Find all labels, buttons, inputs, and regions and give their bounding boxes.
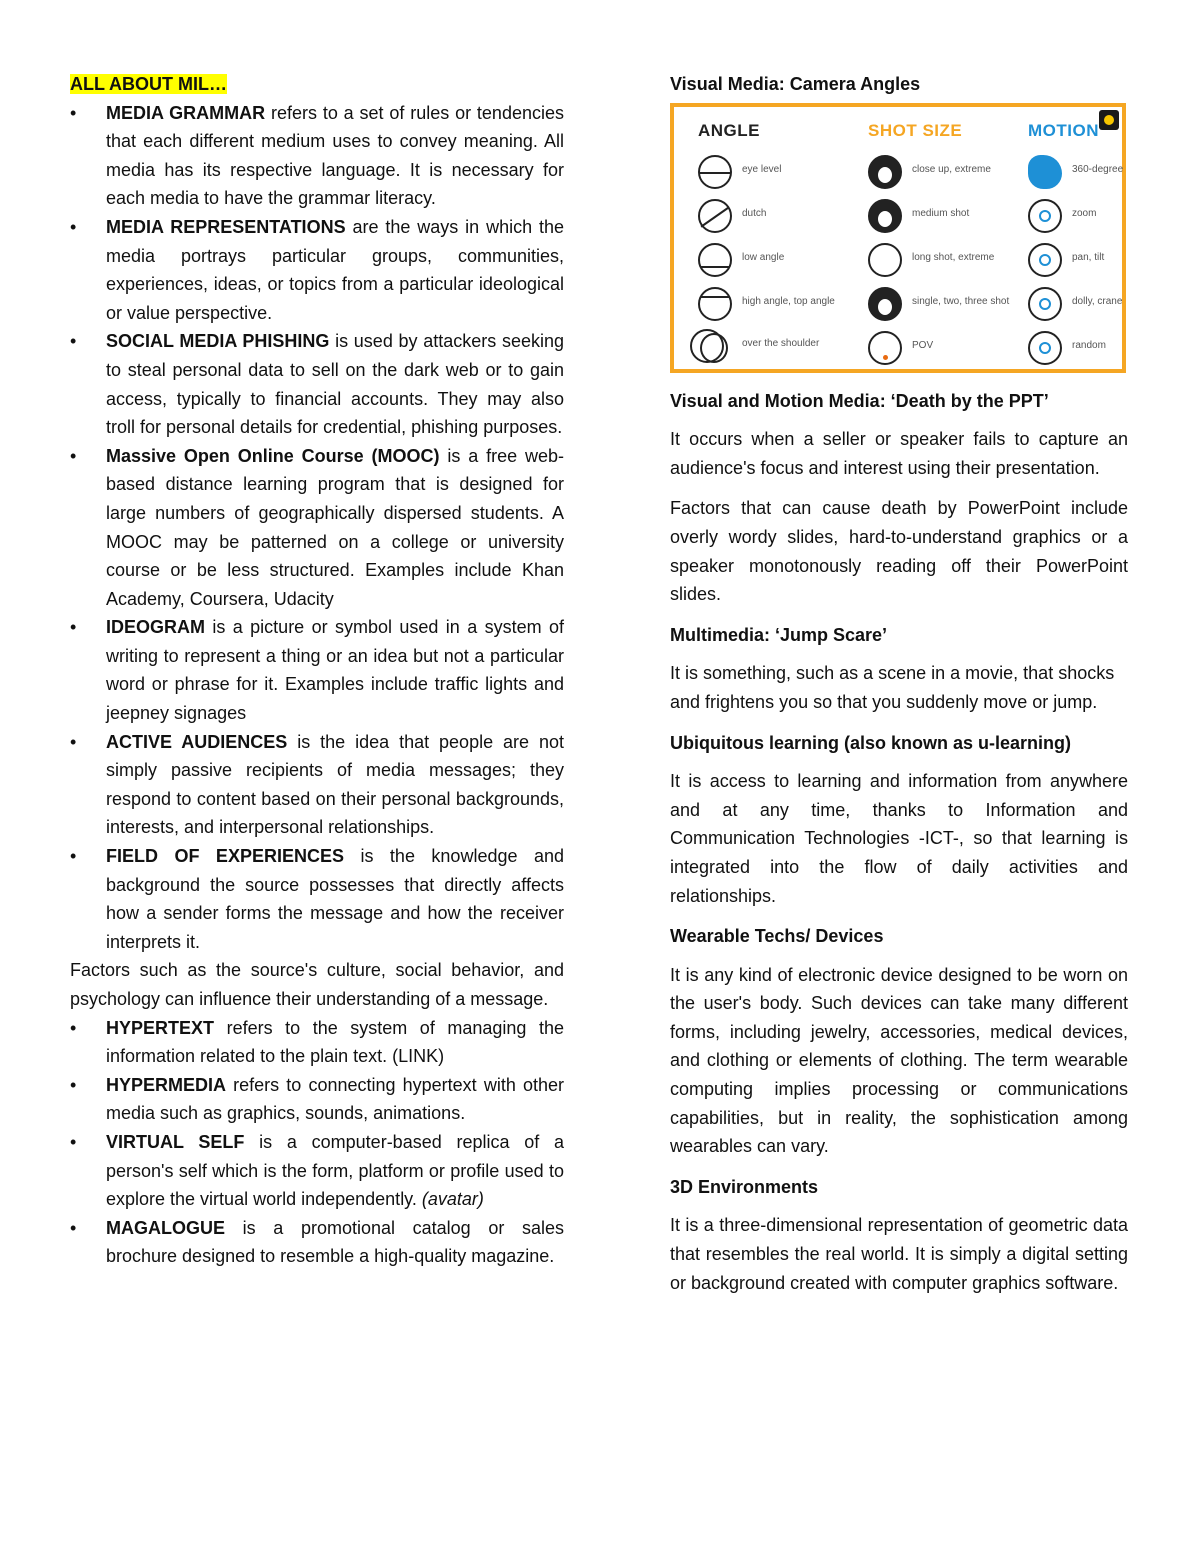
- pan-tilt-icon: [1028, 243, 1062, 277]
- logo-icon: [1099, 110, 1119, 130]
- dutch-angle-icon: [698, 199, 732, 233]
- list-item: • FIELD OF EXPERIENCES is the knowledge and background the source possesses that directly affects how a sender forms the message and how the receiver interprets it.: [70, 842, 564, 956]
- list-item: • SOCIAL MEDIA PHISHING is used by attackers seeking to steal personal data to sell on the dark web or to gain access, typically to financial accounts. They may also troll for personal details for credential, phishing purposes.: [70, 327, 564, 441]
- list-item: • Massive Open Online Course (MOOC) is a free web-based distance learning program that is designed for large numbers of geographically dispersed students. A MOOC may be patterned on a college or university course or be less structured. Examples include Khan Academy, Coursera, Udacity: [70, 442, 564, 614]
- section-heading: Multimedia: ‘Jump Scare’: [670, 624, 888, 645]
- definitions-list-1: [70, 99, 564, 957]
- list-item: • HYPERTEXT refers to the system of managing the information related to the plain text. (LINK): [70, 1014, 564, 1071]
- dolly-crane-icon: [1028, 287, 1062, 321]
- list-item: • VIRTUAL SELF is a computer-based replica of a person's self which is the form, platform or profile used to explore the virtual world independently. (avatar): [70, 1128, 564, 1214]
- section-heading: 3D Environments: [670, 1176, 819, 1197]
- section-heading: Wearable Techs/ Devices: [670, 926, 884, 947]
- motion-header: MOTION: [1028, 120, 1099, 140]
- penguins-icon: [868, 287, 902, 321]
- arrow-360-icon: [1028, 155, 1062, 189]
- angle-header: ANGLE: [698, 120, 760, 140]
- section-death-by-ppt: [670, 387, 1128, 609]
- list-item: • IDEOGRAM is a picture or symbol used in a system of writing to represent a thing or an idea but not a particular word or phrase for it. Examples include traffic lights and jeepney signages: [70, 613, 564, 727]
- camera-angles-heading: Visual Media: Camera Angles: [670, 74, 921, 94]
- right-column: [670, 70, 1128, 1309]
- random-motion-icon: [1028, 331, 1062, 365]
- list-item: • MAGALOGUE is a promotional catalog or sales brochure designed to resemble a high-quality magazine.: [70, 1214, 564, 1271]
- penguin-icon: [868, 155, 902, 189]
- low-angle-icon: [698, 243, 732, 277]
- section-paragraph: It is a three-dimensional representation of geometric data that resembles the real world. It is simply a digital setting or background created with computer graphics software.: [670, 1215, 1128, 1293]
- section-paragraph: It is something, such as a scene in a movie, that shocks and frightens you so that you suddenly move or jump.: [670, 663, 1115, 712]
- pov-icon: [868, 331, 902, 365]
- list-item: • MEDIA REPRESENTATIONS are the ways in which the media portrays particular groups, communities, experiences, ideas, or topics from a particular ideological or value perspective.: [70, 213, 564, 327]
- section-heading: Visual and Motion Media: ‘Death by the PPT’: [670, 390, 1049, 411]
- penguin-icon: [868, 243, 902, 277]
- section-jump-scare: [670, 621, 1128, 717]
- section-paragraph: It is access to learning and information from anywhere and at any time, thanks to Information and Communication Technologies -ICT-, so that learning is integrated into the flow of daily activities and relationships.: [670, 771, 1128, 906]
- list-item: • HYPERMEDIA refers to connecting hypertext with other media such as graphics, sounds, animations.: [70, 1071, 564, 1128]
- camera-angles-figure: ANGLE SHOT SIZE MOTION eye level dutch low angle high angle, top angle over the shoulder close up, extreme medium shot long shot, extreme single, two, three shot POV 360-degree zoom pan, tilt dolly, crane random: [670, 103, 1126, 373]
- high-angle-icon: [698, 287, 732, 321]
- definitions-list-2: [70, 1014, 564, 1271]
- page-title: ALL ABOUT MIL…: [70, 74, 227, 94]
- list-item: • MEDIA GRAMMAR refers to a set of rules or tendencies that each different medium uses to convey meaning. All media has its respective language. It is necessary for each media to have the grammar literacy.: [70, 99, 564, 213]
- eye-level-icon: [698, 155, 732, 189]
- section-wearables: [670, 922, 1128, 1161]
- left-column: [70, 70, 564, 1271]
- section-paragraph: It occurs when a seller or speaker fails to capture an audience's focus and interest using their presentation.: [670, 429, 1128, 478]
- section-ubiquitous-learning: [670, 729, 1128, 911]
- list-item: • ACTIVE AUDIENCES is the idea that people are not simply passive recipients of media messages; they respond to content based on their personal backgrounds, interests, and interpersonal relationships.: [70, 728, 564, 842]
- penguin-icon: [868, 199, 902, 233]
- factors-paragraph: Factors such as the source's culture, social behavior, and psychology can influence their understanding of a message.: [70, 960, 564, 1009]
- section-3d-environments: [670, 1173, 1128, 1297]
- shot-size-header: SHOT SIZE: [868, 120, 963, 140]
- section-paragraph: It is any kind of electronic device designed to be worn on the user's body. Such devices can take many different forms, including jewelry, accessories, medical devices, and clothing or elements of clothing. The term wearable computing implies processing or communications capabilities, but in reality, the sophistication among wearables can vary.: [670, 964, 1128, 1157]
- over-shoulder-icon: [690, 329, 724, 363]
- section-paragraph: Factors that can cause death by PowerPoint include overly wordy slides, hard-to-understand graphics or a speaker monotonously reading off their PowerPoint slides.: [670, 498, 1128, 605]
- section-heading: Ubiquitous learning (also known as u-learning): [670, 732, 1072, 753]
- zoom-icon: [1028, 199, 1062, 233]
